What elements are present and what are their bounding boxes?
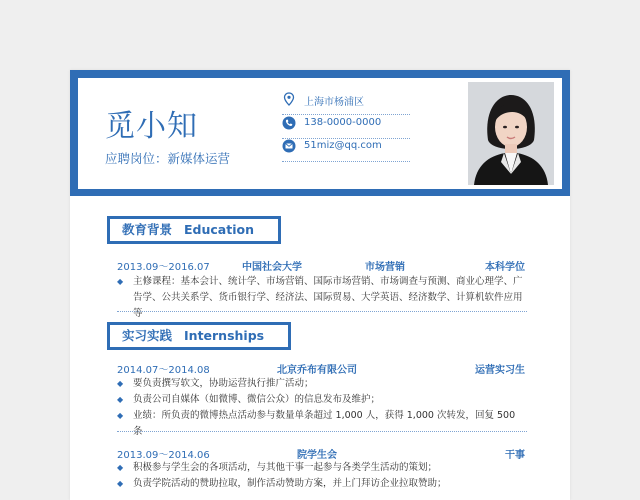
list-item: ◆ 负责学院活动的赞助拉取，制作活动赞助方案，并上门拜访企业拉取赞助； bbox=[117, 476, 527, 492]
internship-2-bullets bbox=[117, 460, 527, 492]
list-item: ◆ 业绩：所负责的微博热点活动参与数量单条超过 1,000 人，获得 1,000 次转发，回复 500 条 bbox=[117, 408, 527, 440]
list-item: ◆ 负责公司自媒体（如微博、微信公众）的信息发布及维护； bbox=[117, 392, 527, 408]
list-item: ◆ 积极参与学生会的各项活动，与其他干事一起参与各类学生活动的策划； bbox=[117, 460, 527, 476]
internship-section-title bbox=[107, 322, 291, 350]
internship-1-date: 2014.07～2014.08 bbox=[117, 365, 210, 376]
education-major: 市场营销 bbox=[365, 262, 405, 273]
phone-icon bbox=[282, 116, 296, 130]
resume-sheet bbox=[70, 70, 570, 500]
education-title-en: Education bbox=[184, 222, 254, 237]
education-bullets bbox=[117, 274, 527, 322]
contact-phone bbox=[282, 115, 410, 139]
list-item: ◆ 主修课程：基本会计、统计学、市场营销、国际市场营销、市场调查与预测、商业心理学、广告学、公共关系学、货币银行学、经济法、国际贸易、大学英语、经济数学、计算机软件应用等 bbox=[117, 274, 527, 322]
list-item: ◆ 要负责撰写软文，协助运营执行推广活动； bbox=[117, 376, 527, 392]
resume-header bbox=[70, 70, 570, 196]
address-text: 上海市杨浦区 bbox=[304, 97, 364, 108]
internship-title-cn: 实习实践 bbox=[122, 328, 173, 343]
education-school: 中国社会大学 bbox=[242, 262, 302, 273]
contact-address bbox=[282, 91, 410, 115]
portrait-illustration bbox=[468, 82, 554, 185]
contact-email bbox=[282, 138, 410, 162]
location-pin-icon bbox=[282, 92, 296, 106]
internship-divider bbox=[117, 431, 527, 432]
job-position: 应聘岗位：新媒体运营 bbox=[105, 151, 231, 166]
education-section-title bbox=[107, 216, 281, 244]
internship-1-company: 北京乔布有限公司 bbox=[277, 365, 357, 376]
internship-2-role: 干事 bbox=[505, 450, 525, 461]
education-date: 2013.09～2016.07 bbox=[117, 262, 210, 273]
email-text: 51miz@qq.com bbox=[304, 140, 382, 151]
candidate-name: 觅小知 bbox=[105, 109, 198, 144]
phone-text: 138-0000-0000 bbox=[304, 117, 382, 128]
internship-2-date: 2013.09～2014.06 bbox=[117, 450, 210, 461]
profile-photo bbox=[468, 82, 554, 185]
internship-1-role: 运营实习生 bbox=[475, 365, 525, 376]
mail-icon bbox=[282, 139, 296, 153]
education-divider bbox=[117, 311, 527, 312]
internship-title-en: Internships bbox=[184, 328, 265, 343]
internship-2-org: 院学生会 bbox=[297, 450, 337, 461]
education-title-cn: 教育背景 bbox=[122, 222, 173, 237]
education-degree: 本科学位 bbox=[485, 262, 525, 273]
